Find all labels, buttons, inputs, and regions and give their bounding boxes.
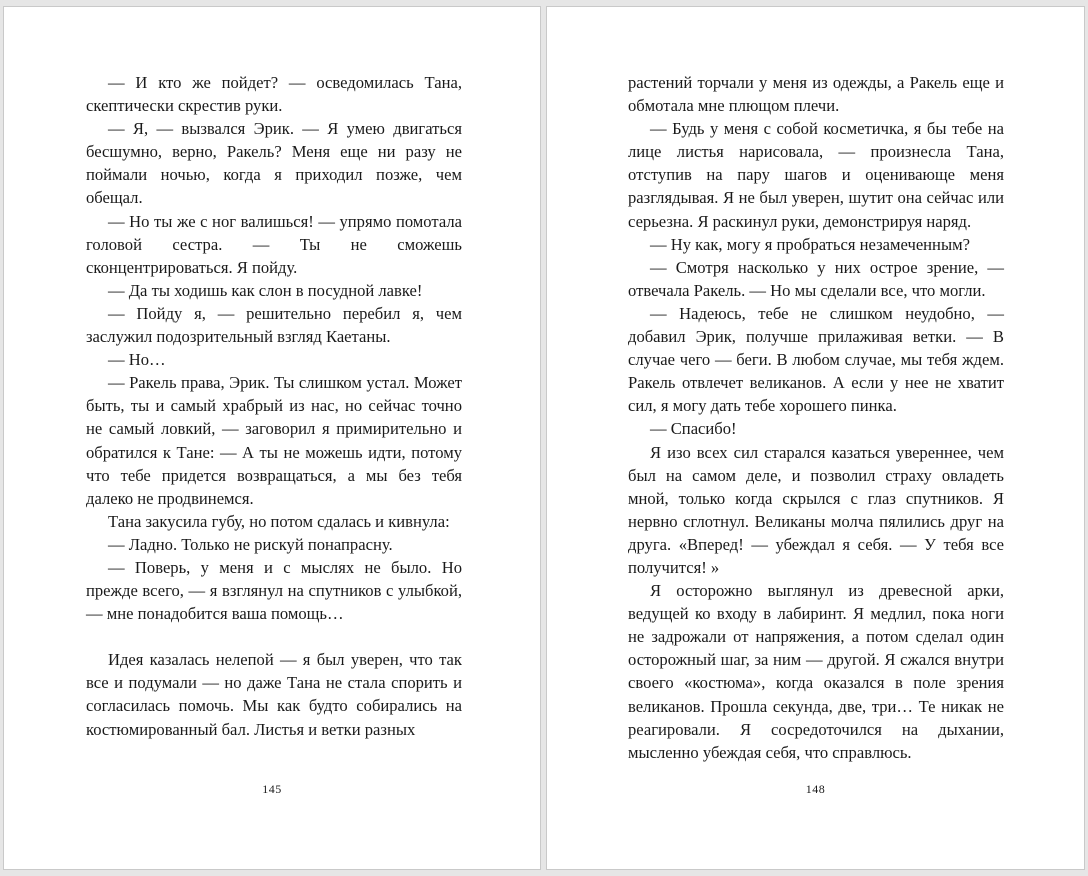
paragraph: — Но…: [108, 350, 166, 370]
paragraph: Тана закусила губу, но потом сдалась и кивнула:: [108, 511, 450, 531]
paragraph: — Ладно. Только не рискуй понапрасну.: [108, 534, 393, 554]
paragraph: — Будь у меня с собой косметичка, я бы тебе на лице листья нарисовала, — произнесла Тана, отступив на пару шагов и оценивающе меня разглядывая. Я не был уверен, шутит она сейчас или серьезна. Я раскинул руки, демонстрируя наряд.: [628, 119, 1004, 231]
paragraph: — Надеюсь, тебе не слишком неудобно, — добавил Эрик, получше прилаживая ветки. — В случае чего — беги. В любом случае, мы тебя ждем. Ракель отвлечет великанов. А если у нее не хватит сил, я могу дать тебе хорошего пинка.: [628, 303, 1004, 416]
left-page-number: 145: [262, 782, 282, 796]
paragraph: Идея казалась нелепой — я был уверен, что так все и подумали — но даже Тана не стала спорить и согласилась помочь. Мы как будто собирались на костюмированный бал. Листья и ветки разных: [86, 650, 462, 739]
paragraph: — И кто же пойдет? — осведомилась Тана, скептически скрестив руки.: [86, 73, 462, 116]
paragraph: растений торчали у меня из одежды, а Ракель еще и обмотала мне плющом плечи.: [628, 73, 1004, 116]
right-page-text: [628, 71, 1004, 764]
paragraph: — Ну как, могу я пробраться незамеченным?: [650, 234, 970, 254]
left-page-text: [86, 71, 462, 741]
left-page: [3, 6, 541, 870]
right-page: [546, 6, 1085, 870]
paragraph: — Спасибо!: [650, 419, 737, 439]
paragraph: — Ракель права, Эрик. Ты слишком устал. Может быть, ты и самый храбрый из нас, но сейчас точно не самый ловкий, — заговорил я примирительно и обратился к Тане: — А ты не можешь идти, потому что тебе придется возвращаться, а мы без тебя далеко не продвинемся.: [86, 373, 462, 508]
paragraph: — Я, — вызвался Эрик. — Я умею двигаться бесшумно, верно, Ракель? Меня еще ни разу не поймали ночью, когда я приходил позже, чем обещал.: [86, 119, 462, 208]
paragraph: Я изо всех сил старался казаться увереннее, чем был на самом деле, и позволил страху овладеть мной, только когда скрылся с глаз спутников. Я нервно сглотнул. Великаны молча пялились друг на друга. «Вперед! — убеждал я себя. — У тебя все получится! »: [628, 442, 1004, 577]
paragraph: Я осторожно выглянул из древесной арки, ведущей ко входу в лабиринт. Я медлил, пока ноги не задрожали от напряжения, а потом сделал один осторожный шаг, за ним — другой. Я сжался внутри своего «костюма», когда оказался в поле зрения великанов. Прошла секунда, две, три… Те никак не реагировали. Я сосредоточился на дыхании, мысленно убеждая себя, что справлюсь.: [628, 581, 1004, 762]
paragraph: — Смотря насколько у них острое зрение, — отвечала Ракель. — Но мы сделали все, что могли.: [628, 257, 1004, 300]
right-page-number: 148: [805, 782, 826, 796]
section-break: [86, 625, 462, 648]
paragraph: — Да ты ходишь как слон в посудной лавке!: [108, 280, 423, 300]
paragraph: — Поверь, у меня и с мыслях не было. Но прежде всего, — я взглянул на спутников с улыбкой, — мне понадобится ваша помощь…: [86, 557, 462, 624]
paragraph: — Пойду я, — решительно перебил я, чем заслужил подозрительный взгляд Каетаны.: [86, 303, 462, 347]
paragraph: — Но ты же с ног валишься! — упрямо помотала головой сестра. — Ты не сможешь сконцентрироваться. Я пойду.: [86, 211, 462, 277]
